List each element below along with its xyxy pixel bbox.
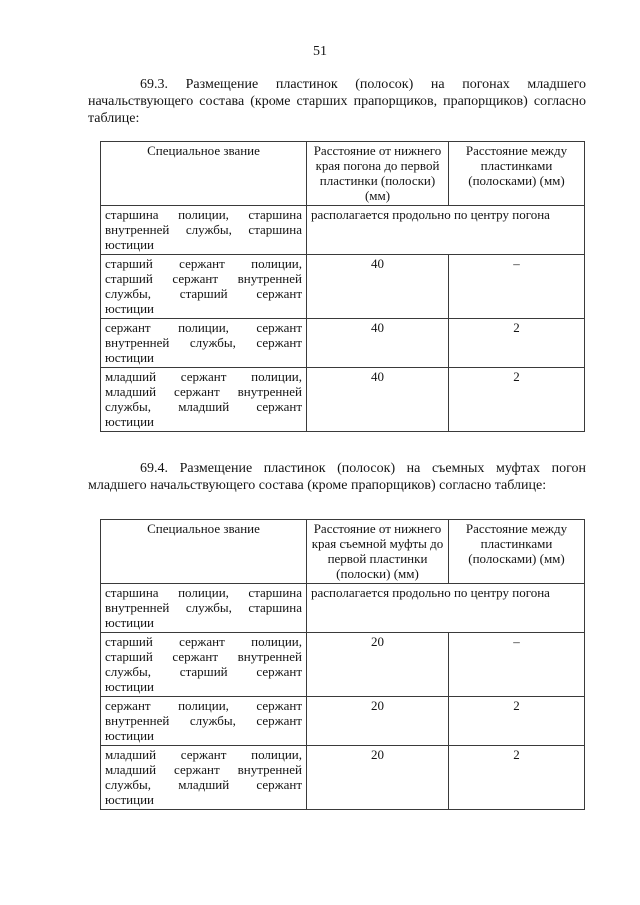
rank-cell: старший сержант полиции, старший сержант внутренней службы, старший сержант юстиции [101, 633, 307, 697]
rank-cell: старшина полиции, старшина внутренней службы, старшина юстиции [101, 206, 307, 255]
distance-between-cell: 2 [449, 368, 585, 432]
table-row [101, 255, 585, 319]
rank-cell: сержант полиции, сержант внутренней службы, сержант юстиции [101, 697, 307, 746]
distance-first-cell: 20 [307, 633, 449, 697]
paragraph-69-4: 69.4. Размещение пластинок (полосок) на съемных муфтах погон младшего начальствующего состава (кроме прапорщиков) согласно таблице: [88, 461, 586, 493]
rank-cell: младший сержант полиции, младший сержант внутренней службы, младший сержант юстиции [101, 746, 307, 810]
table-69-3 [100, 141, 585, 432]
header-rank: Специальное звание [101, 142, 307, 206]
table-row [101, 746, 585, 810]
distance-first-cell: 20 [307, 746, 449, 810]
distance-first-cell: 40 [307, 319, 449, 368]
rank-cell: старший сержант полиции, старший сержант внутренней службы, старший сержант юстиции [101, 255, 307, 319]
table-row [101, 633, 585, 697]
header-rank: Специальное звание [101, 520, 307, 584]
table-row [101, 368, 585, 432]
paragraph-69-3: 69.3. Размещение пластинок (полосок) на погонах младшего начальствующего состава (кроме старших прапорщиков, прапорщиков) согласно таблице: [88, 77, 586, 126]
distance-between-cell: 2 [449, 319, 585, 368]
rank-cell: старшина полиции, старшина внутренней службы, старшина юстиции [101, 584, 307, 633]
header-distance-between: Расстояние между пластинками (полосками) (мм) [449, 142, 585, 206]
distance-between-cell: 2 [449, 697, 585, 746]
table-header-row [101, 142, 585, 206]
placement-note-cell: располагается продольно по центру погона [307, 584, 585, 633]
header-distance-first: Расстояние от нижнего края съемной муфты до первой пластинки (полоски) (мм) [307, 520, 449, 584]
table-header-row [101, 520, 585, 584]
table-row [101, 584, 585, 633]
distance-first-cell: 20 [307, 697, 449, 746]
distance-between-cell: – [449, 255, 585, 319]
table-row [101, 206, 585, 255]
table-69-4 [100, 519, 585, 810]
rank-cell: сержант полиции, сержант внутренней службы, сержант юстиции [101, 319, 307, 368]
distance-between-cell: – [449, 633, 585, 697]
header-distance-between: Расстояние между пластинками (полосками) (мм) [449, 520, 585, 584]
distance-between-cell: 2 [449, 746, 585, 810]
distance-first-cell: 40 [307, 368, 449, 432]
table-row [101, 697, 585, 746]
table-row [101, 319, 585, 368]
placement-note-cell: располагается продольно по центру погона [307, 206, 585, 255]
rank-cell: младший сержант полиции, младший сержант внутренней службы, младший сержант юстиции [101, 368, 307, 432]
page-number: 51 [313, 44, 327, 59]
header-distance-first: Расстояние от нижнего края погона до первой пластинки (полоски) (мм) [307, 142, 449, 206]
distance-first-cell: 40 [307, 255, 449, 319]
